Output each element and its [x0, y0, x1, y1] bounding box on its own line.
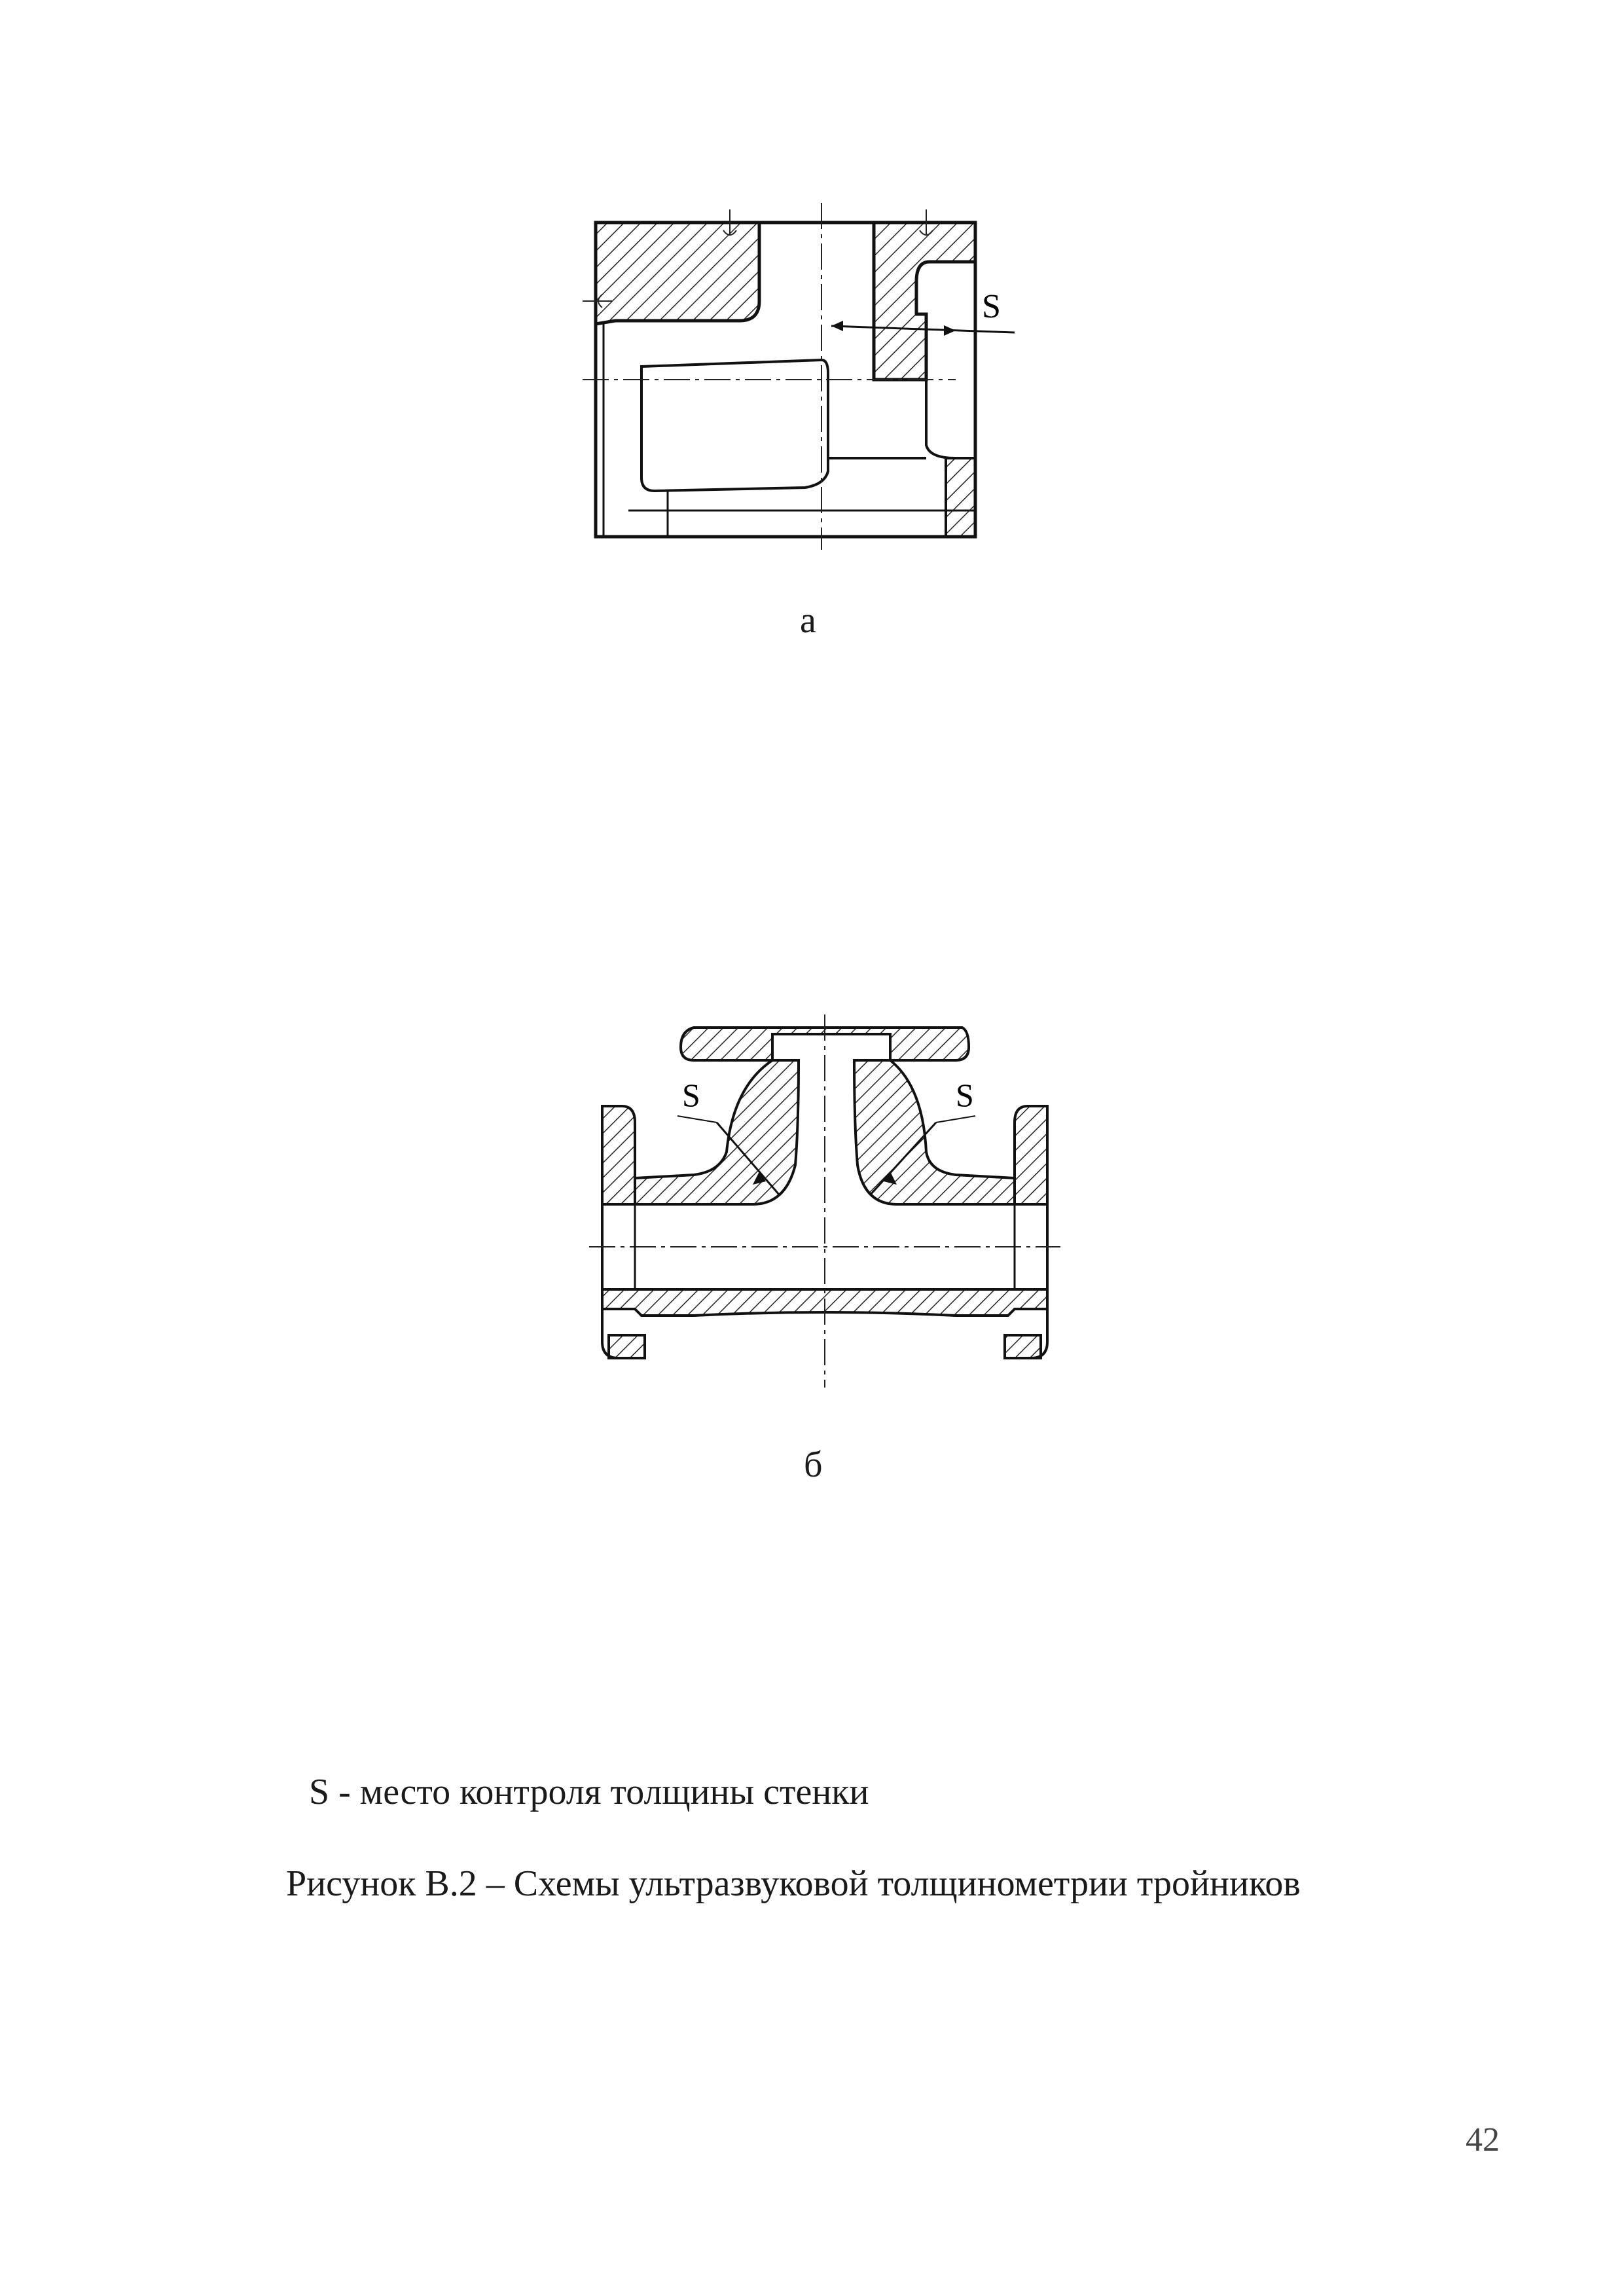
tee-a-bottom-right-insert: [946, 458, 975, 537]
tee-b-bottom-right-lug: [1005, 1335, 1041, 1358]
tee-b-bottom-left-lug: [609, 1335, 645, 1358]
tee-a-right-hatched-block: [874, 223, 975, 380]
figure-caption: Рисунок В.2 – Схемы ультразвуковой толщинометрии тройников: [286, 1863, 1301, 1904]
tee-b-right-branch-wall: [854, 1060, 1015, 1204]
legend-text: S - место контроля толщины стенки: [309, 1772, 869, 1812]
tee-b-left-flange: [602, 1106, 635, 1204]
page-number: 42: [1466, 2121, 1500, 2159]
figure-b-svg: [563, 995, 1060, 1401]
figure-a-drawing: [563, 183, 1060, 556]
tee-b-right-flange: [1015, 1106, 1047, 1204]
tee-b-left-s-marker: S: [682, 1077, 700, 1113]
figure-b-drawing: [563, 995, 1060, 1401]
tee-b-left-s-leader: [677, 1116, 717, 1122]
figure-b-label: б: [804, 1444, 823, 1485]
tee-a-s-marker: S: [982, 288, 1001, 325]
figure-a-svg: [563, 183, 1060, 556]
tee-b-right-s-marker: S: [956, 1077, 974, 1113]
figure-a-label: а: [800, 600, 816, 641]
tee-b-left-branch-wall: [635, 1060, 799, 1204]
tee-b-right-s-leader: [936, 1116, 975, 1122]
tee-a-left-hatched-block: [596, 223, 759, 324]
